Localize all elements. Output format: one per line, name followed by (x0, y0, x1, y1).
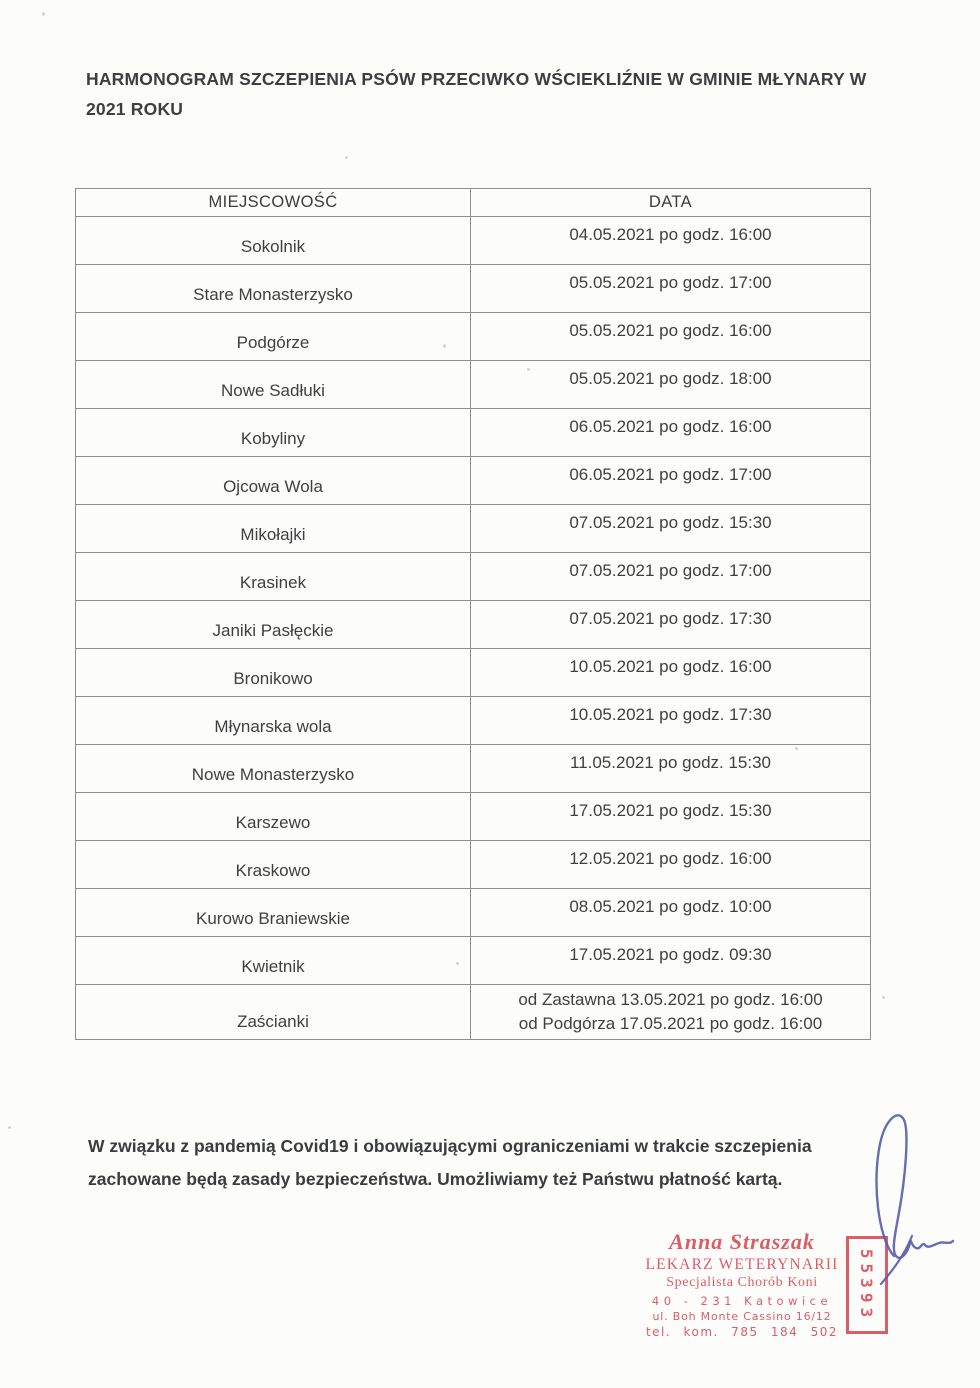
scan-speck (882, 996, 885, 999)
table-row (76, 888, 870, 936)
date-cell: 04.05.2021 po godz. 16:00 (569, 224, 772, 244)
date-cell: 10.05.2021 po godz. 16:00 (569, 656, 772, 676)
place-cell: Karszewo (76, 793, 471, 840)
date-cell: 05.05.2021 po godz. 16:00 (569, 320, 772, 340)
date-cell: 17.05.2021 po godz. 09:30 (569, 944, 772, 964)
place-cell: Janiki Pasłęckie (76, 601, 471, 648)
place-cell: Nowe Monasterzysko (76, 745, 471, 792)
document-title-line1: HARMONOGRAM SZCZEPIENIA PSÓW PRZECIWKO WŚCIEKLIŹNIE W GMINIE MŁYNARY W (86, 69, 867, 89)
date-cell: 06.05.2021 po godz. 17:00 (569, 464, 772, 484)
date-cell: 17.05.2021 po godz. 15:30 (569, 800, 772, 820)
stamp-address-1: 40 - 231 Katowice (651, 1294, 833, 1308)
stamp-name: Anna Straszak (669, 1229, 815, 1254)
date-cell: 11.05.2021 po godz. 15:30 (569, 752, 772, 772)
place-cell: Mikołajki (76, 505, 471, 552)
table-row (76, 648, 870, 696)
table-row (76, 744, 870, 792)
table-row (76, 216, 870, 264)
scan-speck (795, 747, 798, 750)
place-cell: Ojcowa Wola (76, 457, 471, 504)
table-row (76, 696, 870, 744)
place-cell: Nowe Sadłuki (76, 361, 471, 408)
veterinarian-stamp (636, 1229, 848, 1339)
covid-note-line1: W związku z pandemią Covid19 i obowiązującymi ograniczeniami w trakcie szczepienia (88, 1136, 812, 1156)
scan-speck (527, 368, 530, 371)
date-cell: 08.05.2021 po godz. 10:00 (569, 896, 772, 916)
table-row (76, 984, 870, 1039)
date-line-1: od Zastawna 13.05.2021 po godz. 16:00 (518, 990, 823, 1009)
handwritten-signature (860, 1098, 965, 1288)
table-row (76, 504, 870, 552)
table-row (76, 792, 870, 840)
stamp-number: 55393 (857, 1248, 877, 1322)
column-header-miejscowosc: MIEJSCOWOŚĆ (76, 189, 471, 216)
place-cell: Kurowo Braniewskie (76, 889, 471, 936)
scan-speck (345, 156, 348, 159)
document-title (86, 64, 866, 124)
date-cell: 07.05.2021 po godz. 17:30 (569, 608, 772, 628)
column-header-data: DATA (648, 193, 693, 211)
place-cell: Kwietnik (76, 937, 471, 984)
place-cell: Kobyliny (76, 409, 471, 456)
date-cell (471, 985, 870, 1039)
table-row (76, 552, 870, 600)
date-cell: 07.05.2021 po godz. 17:00 (569, 560, 772, 580)
date-cell: 10.05.2021 po godz. 17:30 (569, 704, 772, 724)
stamp-specialty: Specjalista Chorób Koni (666, 1275, 818, 1290)
date-cell: 07.05.2021 po godz. 15:30 (569, 512, 772, 532)
place-cell: Sokolnik (76, 217, 471, 264)
scan-speck (443, 344, 446, 348)
table-header-row (76, 189, 870, 216)
document-title-line2: 2021 ROKU (86, 99, 184, 119)
vaccination-schedule-table (75, 188, 871, 1040)
place-cell: Kraskowo (76, 841, 471, 888)
date-cell: 06.05.2021 po godz. 16:00 (569, 416, 772, 436)
table-row (76, 840, 870, 888)
stamp-address-2: ul. Boh Monte Cassino 16/12 (652, 1310, 832, 1323)
table-row (76, 408, 870, 456)
covid-note (88, 1130, 812, 1196)
place-cell: Zaścianki (76, 985, 471, 1039)
covid-note-line2: zachowane będą zasady bezpieczeństwa. Umożliwiamy też Państwu płatność kartą. (88, 1169, 783, 1189)
stamp-title: LEKARZ WETERYNARII (645, 1256, 839, 1273)
place-cell: Podgórze (76, 313, 471, 360)
table-row (76, 264, 870, 312)
date-cell: 12.05.2021 po godz. 16:00 (569, 848, 772, 868)
place-cell: Krasinek (76, 553, 471, 600)
scan-speck (8, 1126, 11, 1129)
place-cell: Młynarska wola (76, 697, 471, 744)
table-row (76, 456, 870, 504)
date-cell: 05.05.2021 po godz. 18:00 (569, 368, 772, 388)
place-cell: Stare Monasterzysko (76, 265, 471, 312)
stamp-phone: tel. kom. 785 184 502 (645, 1325, 839, 1339)
place-cell: Bronikowo (76, 649, 471, 696)
scan-speck (42, 12, 45, 16)
table-row (76, 360, 870, 408)
date-cell: 05.05.2021 po godz. 17:00 (569, 272, 772, 292)
scan-speck (456, 962, 459, 965)
table-row (76, 312, 870, 360)
date-line-2: od Podgórza 17.05.2021 po godz. 16:00 (518, 1014, 823, 1033)
table-row (76, 936, 870, 984)
table-row (76, 600, 870, 648)
